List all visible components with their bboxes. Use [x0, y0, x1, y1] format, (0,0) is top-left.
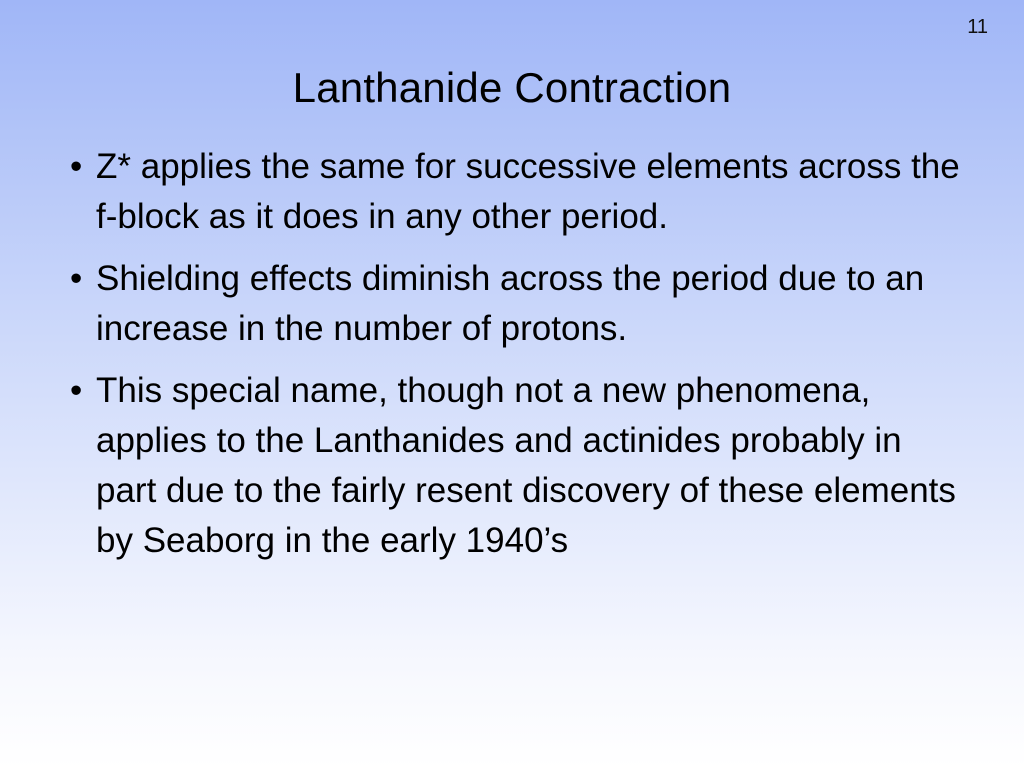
bullet-text: Z* applies the same for successive elements across the f-block as it does in any other period.	[96, 147, 960, 236]
bullet-list	[70, 142, 970, 578]
bullet-item	[70, 366, 970, 566]
bullet-item	[70, 254, 970, 354]
bullet-text: This special name, though not a new phenomena, applies to the Lanthanides and actinides probably in part due to the fairly resent discovery of these elements by Seaborg in the early 1940’s	[96, 371, 956, 560]
slide-title: Lanthanide Contraction	[292, 64, 732, 111]
bullet-text: Shielding effects diminish across the period due to an increase in the number of protons.	[96, 259, 925, 348]
slide-number: 11	[967, 16, 988, 38]
bullet-marker: •	[70, 259, 83, 298]
bullet-marker: •	[70, 147, 83, 186]
bullet-marker: •	[70, 371, 83, 410]
bullet-item	[70, 142, 970, 242]
